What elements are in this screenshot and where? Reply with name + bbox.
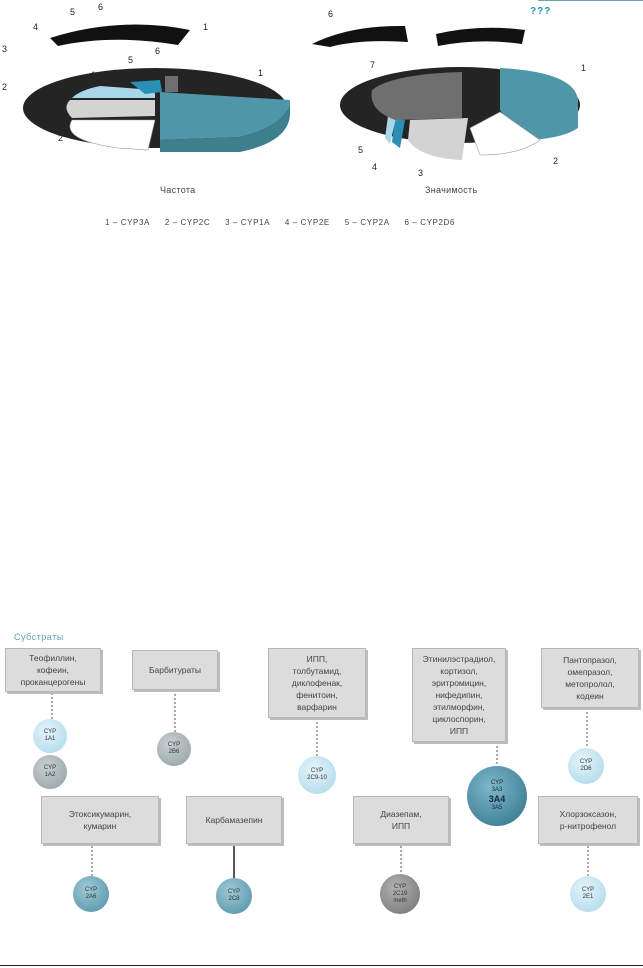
right-pie-top-edge-2 [436, 28, 525, 46]
right-slice-label-2: 2 [553, 156, 559, 166]
enzyme-cyp3a3-label: CYP 3A3 [490, 780, 504, 793]
enzyme-cyp1a1: CYP 1A1 [33, 719, 67, 753]
right-slice-label-1: 1 [581, 63, 587, 73]
left-pie-slice-3 [66, 100, 155, 118]
left-pie-caption: Частота [160, 185, 196, 195]
header-fragment: ??? [530, 6, 552, 17]
left-axis-number-3: 3 [2, 44, 8, 54]
enzyme-cyp3a4-label: 3A4 [488, 794, 506, 804]
left-top-number-4: 4 [33, 22, 39, 32]
substrate-box-theophylline: Теофиллин, кофеин, проканцерогены [5, 648, 101, 692]
left-top-number-6: 6 [98, 2, 104, 12]
enzyme-cyp2c9-10: CYP 2C9-10 [298, 756, 336, 794]
pie-legend [105, 218, 535, 227]
left-slice-label-1: 1 [258, 68, 264, 78]
left-pie-slice-6 [165, 76, 178, 92]
legend-item-cyp2c: 2 – CYP2C [164, 218, 211, 227]
legend-item-cyp2d6: 6 – CYP2D6 [404, 218, 455, 227]
enzyme-cyp1a2: CYP 1A2 [33, 755, 67, 789]
left-slice-label-4: 4 [90, 70, 96, 80]
enzyme-cyp2b6: CYP 2B6 [157, 732, 191, 766]
left-pie-top-edge [50, 25, 190, 46]
enzyme-cyp2c19: CYP 2C19 meth [380, 874, 420, 914]
right-top-number-6: 6 [328, 9, 334, 19]
right-pie-caption: Значимость [425, 185, 478, 195]
legend-item-cyp2a: 5 – CYP2A [344, 218, 390, 227]
substrate-box-ethinylestradiol: Этинилэстрадиол, кортизол, эритромицин, нифедипин, этилморфин, циклоспорин, ИПП [412, 648, 506, 742]
footer-line [0, 965, 643, 966]
legend-item-cyp1a: 3 – CYP1A [225, 218, 271, 227]
right-slice-label-4: 4 [372, 162, 378, 172]
right-slice-label-3: 3 [418, 168, 424, 178]
frequency-pie-chart [0, 0, 643, 200]
substrate-box-ethoxycoumarin: Этоксикумарин, кумарин [41, 796, 159, 844]
left-slice-label-2: 2 [58, 133, 64, 143]
enzyme-cyp3a5-label: 3A5 [491, 805, 503, 811]
legend-item-cyp3a: 1 – CYP3A [105, 218, 150, 227]
substrate-box-ipp-tolbutamide: ИПП, толбутамид, диклофенак, фенитоин, варфарин [268, 648, 366, 718]
substrate-box-pantoprazole: Пантопразол, омепразол, метопролол, кодеин [541, 648, 639, 708]
left-slice-label-6: 6 [155, 46, 161, 56]
substrate-box-chlorzoxazone: Хлорзоксазон, р-нитрофенол [538, 796, 638, 844]
enzyme-cyp2c8: CYP 2C8 [216, 878, 252, 914]
left-top-number-1: 1 [203, 22, 209, 32]
legend-item-cyp2e: 4 – CYP2E [284, 218, 330, 227]
right-pie-slice-3 [408, 118, 468, 160]
right-pie-top-edge [312, 26, 408, 47]
substrate-box-barbiturates: Барбитураты [132, 650, 218, 690]
left-slice-label-5: 5 [128, 55, 134, 65]
right-slice-label-5: 5 [358, 145, 364, 155]
substrate-box-carbamazepine: Карбамазепин [186, 796, 282, 844]
left-axis-number-2: 2 [2, 82, 8, 92]
enzyme-cyp3a4 [467, 766, 527, 826]
left-top-number-5: 5 [70, 7, 76, 17]
left-pie-slice-2 [70, 120, 155, 150]
enzyme-cyp2e1: CYP 2E1 [570, 876, 606, 912]
substrates-title: Субстраты [14, 632, 64, 642]
right-slice-label-7: 7 [370, 60, 376, 70]
enzyme-cyp2a6: CYP 2A6 [73, 876, 109, 912]
enzyme-cyp2d6: CYP 2D6 [568, 748, 604, 784]
substrate-box-diazepam: Диазепам, ИПП [353, 796, 449, 844]
left-slice-label-3: 3 [62, 91, 68, 101]
